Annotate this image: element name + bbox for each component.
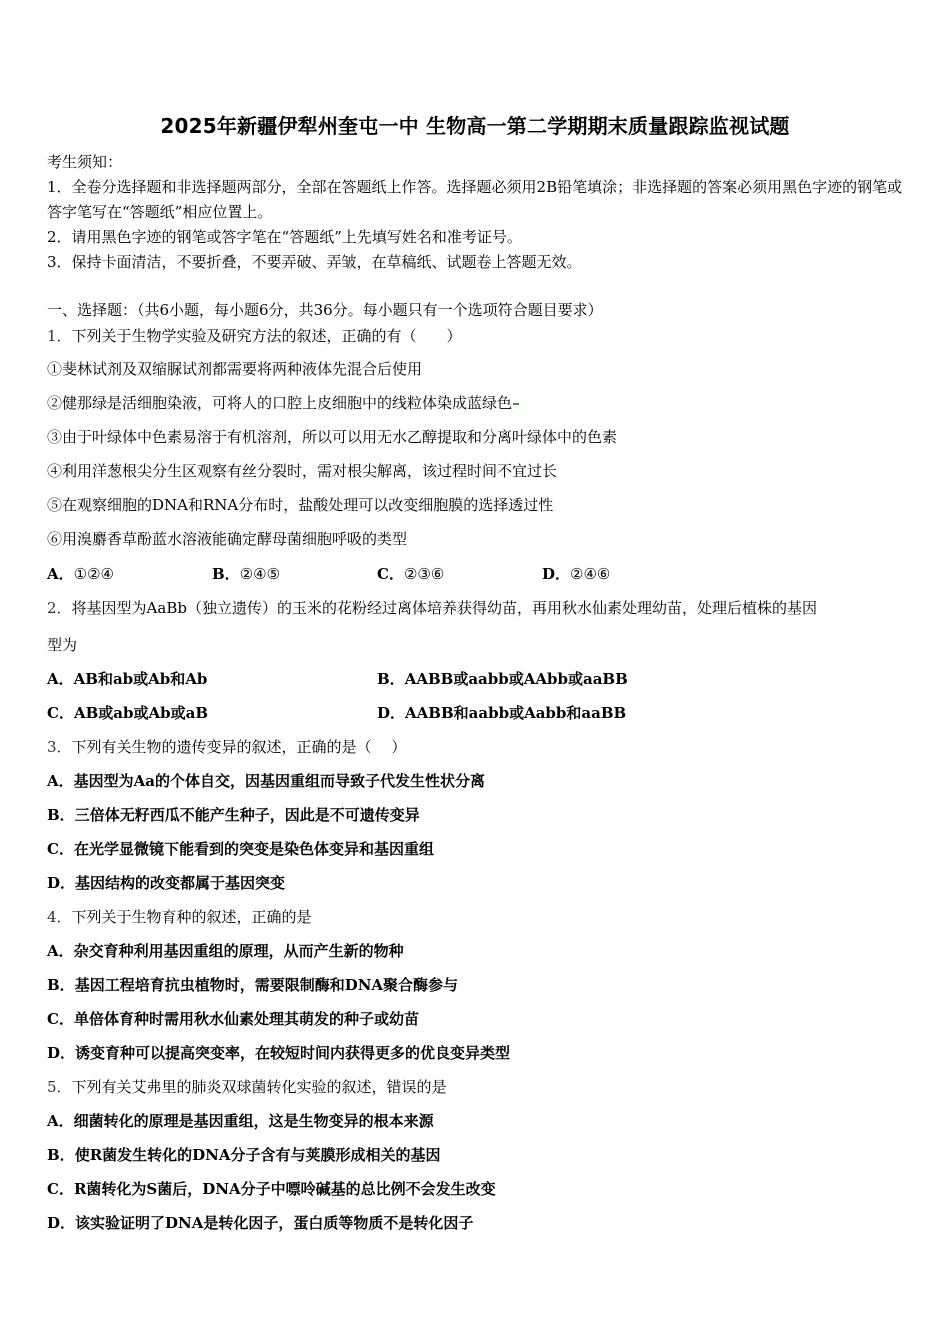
notice-block	[47, 150, 907, 275]
question-number: 1．	[47, 327, 72, 345]
option-text: 在光学显微镜下能看到的突变是染色体变异和基因重组	[73, 840, 434, 858]
q5-option-b[interactable]	[47, 1143, 441, 1167]
option-label: B．	[47, 1146, 75, 1164]
option-text: ①②④	[73, 565, 114, 583]
option-text: ②④⑤	[239, 565, 281, 583]
option-text: AB或ab或Ab或aB	[73, 704, 209, 722]
question-2-stem	[47, 596, 817, 620]
page-title: 2025年新疆伊犁州奎屯一中 生物高一第二学期期末质量跟踪监视试题	[160, 114, 790, 138]
option-label: D．	[542, 565, 571, 583]
option-label: D．	[47, 874, 76, 892]
option-label: B．	[212, 565, 240, 583]
q2-option-b[interactable]	[377, 667, 628, 691]
option-label: A．	[47, 670, 74, 688]
option-text: 三倍体无籽西瓜不能产生种子，因此是不可遗传变异	[74, 806, 420, 824]
q4-option-b[interactable]	[47, 973, 458, 997]
option-text: 该实验证明了DNA是转化因子，蛋白质等物质不是转化因子	[75, 1214, 474, 1232]
option-label: A．	[47, 1112, 74, 1130]
q1-statement: ④利用洋葱根尖分生区观察有丝分裂时，需对根尖解离，该过程时间不宜过长	[47, 462, 558, 480]
question-4-stem	[47, 905, 312, 929]
notice-item: 2．请用黑色字迹的钢笔或答字笔在“答题纸”上先填写姓名和准考证号。	[47, 228, 522, 246]
option-text: 基因结构的改变都属于基因突变	[75, 874, 286, 892]
q1-option-b[interactable]	[212, 562, 280, 586]
q1-statement: ③由于叶绿体中色素易溶于有机溶剂，所以可以用无水乙醇提取和分离叶绿体中的色素	[47, 428, 618, 446]
q4-option-d[interactable]	[47, 1041, 510, 1065]
option-label: C．	[47, 840, 74, 858]
q1-statement: ⑤在观察细胞的DNA和RNA分布时，盐酸处理可以改变细胞膜的选择透过性	[47, 496, 554, 514]
option-text: AABB或aabb或AAbb或aaBB	[404, 670, 628, 688]
q3-option-b[interactable]	[47, 803, 420, 827]
option-label: C．	[47, 1180, 74, 1198]
q4-option-c[interactable]	[47, 1007, 419, 1031]
option-text: R菌转化为S菌后，DNA分子中嘌呤碱基的总比例不会发生改变	[73, 1180, 496, 1198]
option-text: 单倍体育种时需用秋水仙素处理其萌发的种子或幼苗	[73, 1010, 419, 1028]
question-5-stem	[47, 1075, 447, 1099]
option-label: D．	[47, 1044, 76, 1062]
notice-item: 1．全卷分选择题和非选择题两部分，全部在答题纸上作答。选择题必须用2B铅笔填涂；非选择题的答案必须用黑色字迹的钢笔或答字笔写在“答题纸”相应位置上。	[47, 178, 903, 221]
q1-statement-text: ②健那绿是活细胞染液，可将人的口腔上皮细胞中的线粒体染成蓝绿色	[47, 394, 513, 412]
option-text: 诱变育种可以提高突变率，在较短时间内获得更多的优良变异类型	[75, 1044, 511, 1062]
option-label: B．	[377, 670, 405, 688]
q3-option-d[interactable]	[47, 871, 285, 895]
q5-option-d[interactable]	[47, 1211, 473, 1235]
q3-option-a[interactable]	[47, 769, 485, 793]
option-text: 细菌转化的原理是基因重组，这是生物变异的根本来源	[73, 1112, 434, 1130]
question-text: 下列关于生物育种的叙述，正确的是	[71, 908, 312, 926]
option-text: 基因工程培育抗虫植物时，需要限制酶和DNA聚合酶参与	[74, 976, 459, 994]
question-1-stem	[47, 324, 462, 348]
question-number: 5．	[47, 1078, 72, 1096]
notice-item: 3．保持卡面清洁，不要折叠，不要弄破、弄皱，在草稿纸、试题卷上答题无效。	[47, 253, 582, 271]
q3-option-c[interactable]	[47, 837, 434, 861]
question-text: 下列关于生物学实验及研究方法的叙述，正确的有（ ）	[71, 327, 462, 345]
option-label: B．	[47, 976, 75, 994]
question-text: 下列有关生物的遗传变异的叙述，正确的是（ ）	[71, 738, 407, 756]
option-text: 杂交育种利用基因重组的原理，从而产生新的物种	[73, 942, 404, 960]
question-number: 4．	[47, 908, 72, 926]
option-label: D．	[377, 704, 406, 722]
notice-heading: 考生须知：	[47, 153, 123, 171]
option-label: A．	[47, 772, 74, 790]
question-number: 3．	[47, 738, 72, 756]
question-number: 2．	[47, 599, 72, 617]
option-text: 基因型为Aa的个体自交，因基因重组而导致子代发生性状分离	[73, 772, 486, 790]
q1-option-c[interactable]	[377, 562, 444, 586]
option-label: C．	[47, 704, 74, 722]
q2-option-d[interactable]	[377, 701, 626, 725]
option-label: A．	[47, 565, 74, 583]
q4-option-a[interactable]	[47, 939, 404, 963]
option-label: C．	[377, 565, 404, 583]
question-text: 将基因型为AaBb（独立遗传）的玉米的花粉经过离体培养获得幼苗，再用秋水仙素处理幼苗，处理后植株的基因	[71, 599, 817, 617]
option-text: 使R菌发生转化的DNA分子含有与荚膜形成相关的基因	[74, 1146, 441, 1164]
q2-option-a[interactable]	[47, 667, 207, 691]
question-3-stem	[47, 735, 406, 759]
option-text: AABB和aabb或Aabb和aaBB	[405, 704, 627, 722]
q5-option-c[interactable]	[47, 1177, 496, 1201]
option-text: AB和ab或Ab和Ab	[73, 670, 208, 688]
q1-statement	[47, 391, 519, 415]
q1-option-d[interactable]	[542, 562, 610, 586]
option-text: ②④⑥	[570, 565, 611, 583]
option-text: ②③⑥	[403, 565, 445, 583]
q2-option-c[interactable]	[47, 701, 208, 725]
q1-statement: ①斐林试剂及双缩脲试剂都需要将两种液体先混合后使用	[47, 360, 423, 378]
question-2-stem-cont: 型为	[47, 636, 78, 654]
option-label: B．	[47, 806, 75, 824]
section-heading: 一、选择题：（共6小题，每小题6分，共36分。每小题只有一个选项符合题目要求）	[47, 301, 603, 319]
edit-mark-icon	[513, 403, 519, 405]
option-label: C．	[47, 1010, 74, 1028]
q5-option-a[interactable]	[47, 1109, 434, 1133]
option-label: A．	[47, 942, 74, 960]
q1-option-a[interactable]	[47, 562, 114, 586]
q1-statement: ⑥用溴麝香草酚蓝水溶液能确定酵母菌细胞呼吸的类型	[47, 530, 408, 548]
option-label: D．	[47, 1214, 76, 1232]
question-text: 下列有关艾弗里的肺炎双球菌转化实验的叙述，错误的是	[71, 1078, 447, 1096]
